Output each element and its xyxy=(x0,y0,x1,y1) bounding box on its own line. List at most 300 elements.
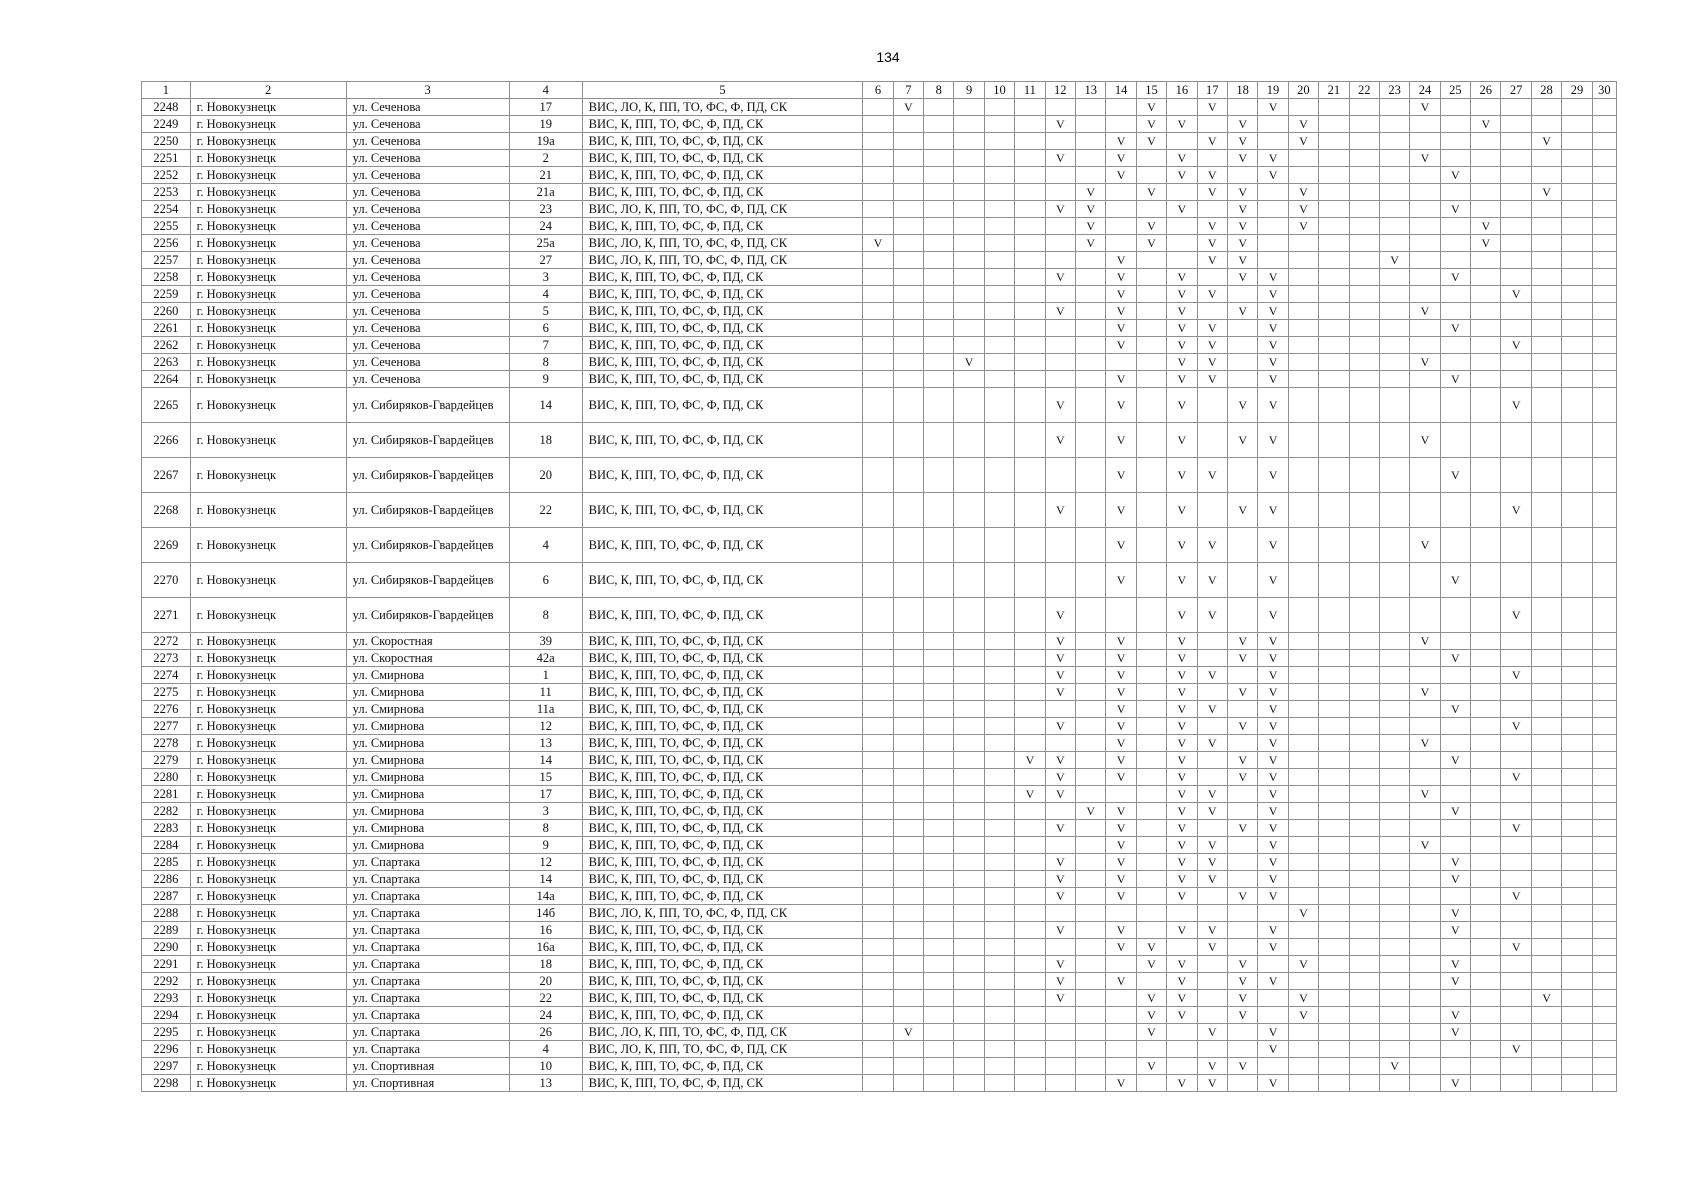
check-mark: V xyxy=(1167,684,1197,701)
empty-cell xyxy=(1592,458,1616,493)
empty-cell xyxy=(954,769,984,786)
empty-cell xyxy=(1379,786,1409,803)
house-number-cell: 7 xyxy=(509,337,582,354)
empty-cell xyxy=(1471,598,1501,633)
empty-cell xyxy=(1379,803,1409,820)
empty-cell xyxy=(1015,184,1045,201)
table-row xyxy=(142,150,1617,167)
empty-cell xyxy=(1045,252,1075,269)
empty-cell xyxy=(1076,133,1106,150)
empty-cell xyxy=(1531,493,1561,528)
work-types-cell: ВИС, К, ПП, ТО, ФС, Ф, ПД, СК xyxy=(582,563,863,598)
row-number: 2263 xyxy=(142,354,191,371)
empty-cell xyxy=(1379,371,1409,388)
empty-cell xyxy=(1471,167,1501,184)
empty-cell xyxy=(1592,269,1616,286)
empty-cell xyxy=(1410,701,1440,718)
empty-cell xyxy=(1531,752,1561,769)
empty-cell xyxy=(1227,563,1257,598)
check-mark: V xyxy=(1258,337,1288,354)
work-types-cell: ВИС, К, ПП, ТО, ФС, Ф, ПД, СК xyxy=(582,667,863,684)
empty-cell xyxy=(1501,116,1531,133)
empty-cell xyxy=(1501,303,1531,320)
empty-cell xyxy=(1471,493,1501,528)
empty-cell xyxy=(984,286,1014,303)
empty-cell xyxy=(1562,235,1592,252)
empty-cell xyxy=(984,235,1014,252)
check-mark: V xyxy=(1197,133,1227,150)
house-number-cell: 6 xyxy=(509,563,582,598)
empty-cell xyxy=(1501,871,1531,888)
empty-cell xyxy=(1319,269,1349,286)
empty-cell xyxy=(1076,837,1106,854)
empty-cell xyxy=(1258,956,1288,973)
empty-cell xyxy=(1197,493,1227,528)
empty-cell xyxy=(1015,871,1045,888)
work-types-cell: ВИС, К, ПП, ТО, ФС, Ф, ПД, СК xyxy=(582,735,863,752)
empty-cell xyxy=(1501,1058,1531,1075)
check-mark: V xyxy=(1440,956,1470,973)
empty-cell xyxy=(1015,458,1045,493)
empty-cell xyxy=(1258,184,1288,201)
check-mark: V xyxy=(1531,133,1561,150)
house-number-cell: 17 xyxy=(509,99,582,116)
street-cell: ул. Смирнова xyxy=(346,803,509,820)
empty-cell xyxy=(924,820,954,837)
check-mark: V xyxy=(1136,99,1166,116)
work-types-cell: ВИС, К, ПП, ТО, ФС, Ф, ПД, СК xyxy=(582,854,863,871)
empty-cell xyxy=(984,871,1014,888)
empty-cell xyxy=(1015,99,1045,116)
check-mark: V xyxy=(1045,388,1075,423)
empty-cell xyxy=(893,493,923,528)
check-mark: V xyxy=(1167,667,1197,684)
empty-cell xyxy=(1319,1075,1349,1092)
check-mark: V xyxy=(1258,922,1288,939)
empty-cell xyxy=(924,684,954,701)
empty-cell xyxy=(1592,354,1616,371)
empty-cell xyxy=(984,735,1014,752)
empty-cell xyxy=(1592,598,1616,633)
empty-cell xyxy=(1471,1007,1501,1024)
empty-cell xyxy=(1015,133,1045,150)
row-number: 2273 xyxy=(142,650,191,667)
check-mark: V xyxy=(1501,1041,1531,1058)
empty-cell xyxy=(863,528,893,563)
check-mark: V xyxy=(1167,116,1197,133)
row-number: 2270 xyxy=(142,563,191,598)
row-number: 2296 xyxy=(142,1041,191,1058)
empty-cell xyxy=(984,388,1014,423)
empty-cell xyxy=(1319,973,1349,990)
empty-cell xyxy=(1501,837,1531,854)
empty-cell xyxy=(863,650,893,667)
check-mark: V xyxy=(1045,633,1075,650)
empty-cell xyxy=(1379,684,1409,701)
column-header-25: 25 xyxy=(1440,82,1470,99)
empty-cell xyxy=(1349,116,1379,133)
street-cell: ул. Сибиряков-Гвардейцев xyxy=(346,423,509,458)
empty-cell xyxy=(984,1058,1014,1075)
empty-cell xyxy=(863,201,893,218)
check-mark: V xyxy=(1227,423,1257,458)
empty-cell xyxy=(984,493,1014,528)
check-mark: V xyxy=(1501,493,1531,528)
empty-cell xyxy=(984,184,1014,201)
work-types-cell: ВИС, ЛО, К, ПП, ТО, ФС, Ф, ПД, СК xyxy=(582,252,863,269)
empty-cell xyxy=(1471,354,1501,371)
empty-cell xyxy=(1076,939,1106,956)
empty-cell xyxy=(1015,423,1045,458)
check-mark: V xyxy=(1167,1075,1197,1092)
empty-cell xyxy=(893,990,923,1007)
street-cell: ул. Сеченова xyxy=(346,269,509,286)
check-mark: V xyxy=(1410,528,1440,563)
empty-cell xyxy=(863,598,893,633)
check-mark: V xyxy=(1167,888,1197,905)
empty-cell xyxy=(1471,286,1501,303)
empty-cell xyxy=(1531,458,1561,493)
check-mark: V xyxy=(1197,1075,1227,1092)
empty-cell xyxy=(1136,286,1166,303)
empty-cell xyxy=(1045,1075,1075,1092)
row-number: 2284 xyxy=(142,837,191,854)
empty-cell xyxy=(1227,371,1257,388)
empty-cell xyxy=(893,528,923,563)
row-number: 2265 xyxy=(142,388,191,423)
empty-cell xyxy=(893,820,923,837)
empty-cell xyxy=(954,735,984,752)
empty-cell xyxy=(1106,184,1136,201)
empty-cell xyxy=(1197,116,1227,133)
check-mark: V xyxy=(1106,150,1136,167)
empty-cell xyxy=(1288,820,1318,837)
table-row xyxy=(142,184,1617,201)
empty-cell xyxy=(924,956,954,973)
table-row xyxy=(142,337,1617,354)
house-number-cell: 24 xyxy=(509,218,582,235)
empty-cell xyxy=(1288,528,1318,563)
empty-cell xyxy=(1410,458,1440,493)
check-mark: V xyxy=(1258,786,1288,803)
empty-cell xyxy=(1410,803,1440,820)
empty-cell xyxy=(1410,871,1440,888)
check-mark: V xyxy=(1136,116,1166,133)
row-number: 2258 xyxy=(142,269,191,286)
empty-cell xyxy=(1379,337,1409,354)
empty-cell xyxy=(1197,388,1227,423)
empty-cell xyxy=(1319,922,1349,939)
empty-cell xyxy=(1562,99,1592,116)
check-mark: V xyxy=(1471,116,1501,133)
empty-cell xyxy=(1319,458,1349,493)
check-mark: V xyxy=(1440,922,1470,939)
row-number: 2276 xyxy=(142,701,191,718)
work-types-cell: ВИС, К, ПП, ТО, ФС, Ф, ПД, СК xyxy=(582,973,863,990)
empty-cell xyxy=(863,786,893,803)
empty-cell xyxy=(893,888,923,905)
empty-cell xyxy=(1045,803,1075,820)
empty-cell xyxy=(1136,303,1166,320)
check-mark: V xyxy=(1045,854,1075,871)
check-mark: V xyxy=(1106,528,1136,563)
empty-cell xyxy=(1501,354,1531,371)
empty-cell xyxy=(1136,150,1166,167)
empty-cell xyxy=(1379,167,1409,184)
empty-cell xyxy=(1471,303,1501,320)
empty-cell xyxy=(1076,528,1106,563)
empty-cell xyxy=(1592,786,1616,803)
empty-cell xyxy=(924,598,954,633)
work-types-cell: ВИС, К, ПП, ТО, ФС, Ф, ПД, СК xyxy=(582,303,863,320)
city-cell: г. Новокузнецк xyxy=(190,423,346,458)
empty-cell xyxy=(1471,150,1501,167)
row-number: 2257 xyxy=(142,252,191,269)
empty-cell xyxy=(1562,458,1592,493)
empty-cell xyxy=(1015,388,1045,423)
empty-cell xyxy=(1410,252,1440,269)
check-mark: V xyxy=(1015,752,1045,769)
empty-cell xyxy=(1562,303,1592,320)
city-cell: г. Новокузнецк xyxy=(190,201,346,218)
check-mark: V xyxy=(1531,184,1561,201)
check-mark: V xyxy=(1106,973,1136,990)
empty-cell xyxy=(1440,528,1470,563)
empty-cell xyxy=(954,458,984,493)
empty-cell xyxy=(1136,201,1166,218)
check-mark: V xyxy=(1045,650,1075,667)
city-cell: г. Новокузнецк xyxy=(190,320,346,337)
empty-cell xyxy=(1410,320,1440,337)
empty-cell xyxy=(1562,371,1592,388)
empty-cell xyxy=(893,701,923,718)
empty-cell xyxy=(954,201,984,218)
check-mark: V xyxy=(1076,235,1106,252)
check-mark: V xyxy=(1106,922,1136,939)
empty-cell xyxy=(1015,973,1045,990)
empty-cell xyxy=(1015,837,1045,854)
house-number-cell: 22 xyxy=(509,990,582,1007)
empty-cell xyxy=(1319,235,1349,252)
row-number: 2294 xyxy=(142,1007,191,1024)
check-mark: V xyxy=(1045,493,1075,528)
empty-cell xyxy=(1379,269,1409,286)
empty-cell xyxy=(1592,854,1616,871)
check-mark: V xyxy=(1258,286,1288,303)
table-row xyxy=(142,990,1617,1007)
check-mark: V xyxy=(1440,854,1470,871)
check-mark: V xyxy=(893,1024,923,1041)
empty-cell xyxy=(1379,1007,1409,1024)
empty-cell xyxy=(1349,769,1379,786)
empty-cell xyxy=(1440,667,1470,684)
street-cell: ул. Смирнова xyxy=(346,735,509,752)
empty-cell xyxy=(954,633,984,650)
empty-cell xyxy=(1136,854,1166,871)
house-number-cell: 4 xyxy=(509,286,582,303)
check-mark: V xyxy=(1045,820,1075,837)
check-mark: V xyxy=(1106,752,1136,769)
column-header-21: 21 xyxy=(1319,82,1349,99)
empty-cell xyxy=(1379,667,1409,684)
empty-cell xyxy=(1045,837,1075,854)
check-mark: V xyxy=(1136,218,1166,235)
house-number-cell: 14 xyxy=(509,752,582,769)
column-header-19: 19 xyxy=(1258,82,1288,99)
empty-cell xyxy=(1015,820,1045,837)
check-mark: V xyxy=(1227,820,1257,837)
empty-cell xyxy=(1501,701,1531,718)
empty-cell xyxy=(1349,388,1379,423)
work-types-cell: ВИС, К, ПП, ТО, ФС, Ф, ПД, СК xyxy=(582,684,863,701)
empty-cell xyxy=(1592,303,1616,320)
empty-cell xyxy=(1592,973,1616,990)
empty-cell xyxy=(984,701,1014,718)
empty-cell xyxy=(1136,803,1166,820)
empty-cell xyxy=(1349,1075,1379,1092)
check-mark: V xyxy=(1136,184,1166,201)
empty-cell xyxy=(1592,752,1616,769)
empty-cell xyxy=(893,650,923,667)
empty-cell xyxy=(1592,99,1616,116)
empty-cell xyxy=(1379,388,1409,423)
empty-cell xyxy=(1531,820,1561,837)
empty-cell xyxy=(1076,337,1106,354)
check-mark: V xyxy=(1106,1075,1136,1092)
house-number-cell: 24 xyxy=(509,1007,582,1024)
row-number: 2253 xyxy=(142,184,191,201)
row-number: 2268 xyxy=(142,493,191,528)
check-mark: V xyxy=(1167,303,1197,320)
empty-cell xyxy=(984,1024,1014,1041)
street-cell: ул. Сеченова xyxy=(346,201,509,218)
empty-cell xyxy=(1288,99,1318,116)
empty-cell xyxy=(1349,633,1379,650)
empty-cell xyxy=(1379,820,1409,837)
empty-cell xyxy=(1592,837,1616,854)
check-mark: V xyxy=(1440,1075,1470,1092)
empty-cell xyxy=(863,150,893,167)
check-mark: V xyxy=(1440,701,1470,718)
row-number: 2288 xyxy=(142,905,191,922)
empty-cell xyxy=(1379,528,1409,563)
empty-cell xyxy=(1319,528,1349,563)
empty-cell xyxy=(1410,990,1440,1007)
empty-cell xyxy=(1592,701,1616,718)
city-cell: г. Новокузнецк xyxy=(190,1007,346,1024)
empty-cell xyxy=(1471,1075,1501,1092)
column-header-8: 8 xyxy=(924,82,954,99)
house-number-cell: 20 xyxy=(509,458,582,493)
empty-cell xyxy=(1562,528,1592,563)
street-cell: ул. Сеченова xyxy=(346,150,509,167)
empty-cell xyxy=(1167,184,1197,201)
empty-cell xyxy=(1410,1024,1440,1041)
empty-cell xyxy=(1440,633,1470,650)
street-cell: ул. Спартака xyxy=(346,905,509,922)
empty-cell xyxy=(1106,905,1136,922)
empty-cell xyxy=(924,528,954,563)
empty-cell xyxy=(954,905,984,922)
empty-cell xyxy=(1501,184,1531,201)
street-cell: ул. Смирнова xyxy=(346,684,509,701)
empty-cell xyxy=(1076,99,1106,116)
check-mark: V xyxy=(1106,458,1136,493)
empty-cell xyxy=(984,650,1014,667)
city-cell: г. Новокузнецк xyxy=(190,493,346,528)
empty-cell xyxy=(1349,786,1379,803)
table-row xyxy=(142,752,1617,769)
empty-cell xyxy=(863,973,893,990)
empty-cell xyxy=(1288,269,1318,286)
empty-cell xyxy=(1501,528,1531,563)
empty-cell xyxy=(1379,871,1409,888)
city-cell: г. Новокузнецк xyxy=(190,563,346,598)
page-number: 134 xyxy=(876,49,900,65)
city-cell: г. Новокузнецк xyxy=(190,854,346,871)
city-cell: г. Новокузнецк xyxy=(190,752,346,769)
empty-cell xyxy=(893,286,923,303)
check-mark: V xyxy=(1227,973,1257,990)
empty-cell xyxy=(1015,701,1045,718)
empty-cell xyxy=(893,388,923,423)
empty-cell xyxy=(1197,150,1227,167)
empty-cell xyxy=(1197,1007,1227,1024)
empty-cell xyxy=(1410,218,1440,235)
check-mark: V xyxy=(1197,286,1227,303)
empty-cell xyxy=(1562,201,1592,218)
check-mark: V xyxy=(1410,354,1440,371)
empty-cell xyxy=(1045,286,1075,303)
check-mark: V xyxy=(1136,1007,1166,1024)
empty-cell xyxy=(1562,1007,1592,1024)
empty-cell xyxy=(1227,803,1257,820)
empty-cell xyxy=(1531,922,1561,939)
empty-cell xyxy=(1288,735,1318,752)
check-mark: V xyxy=(1258,493,1288,528)
empty-cell xyxy=(1379,769,1409,786)
empty-cell xyxy=(924,973,954,990)
empty-cell xyxy=(1015,493,1045,528)
check-mark: V xyxy=(1045,956,1075,973)
empty-cell xyxy=(1076,320,1106,337)
empty-cell xyxy=(1531,423,1561,458)
street-cell: ул. Сеченова xyxy=(346,371,509,388)
table-row xyxy=(142,458,1617,493)
empty-cell xyxy=(1015,735,1045,752)
empty-cell xyxy=(1288,1075,1318,1092)
empty-cell xyxy=(1227,354,1257,371)
empty-cell xyxy=(984,1007,1014,1024)
empty-cell xyxy=(1288,667,1318,684)
city-cell: г. Новокузнецк xyxy=(190,837,346,854)
row-number: 2277 xyxy=(142,718,191,735)
empty-cell xyxy=(1319,803,1349,820)
empty-cell xyxy=(1440,99,1470,116)
check-mark: V xyxy=(1106,133,1136,150)
empty-cell xyxy=(893,371,923,388)
column-header-9: 9 xyxy=(954,82,984,99)
row-number: 2293 xyxy=(142,990,191,1007)
empty-cell xyxy=(1197,769,1227,786)
empty-cell xyxy=(1349,837,1379,854)
table-row xyxy=(142,598,1617,633)
empty-cell xyxy=(1136,598,1166,633)
empty-cell xyxy=(1562,718,1592,735)
check-mark: V xyxy=(1197,1024,1227,1041)
empty-cell xyxy=(1197,423,1227,458)
check-mark: V xyxy=(1106,423,1136,458)
